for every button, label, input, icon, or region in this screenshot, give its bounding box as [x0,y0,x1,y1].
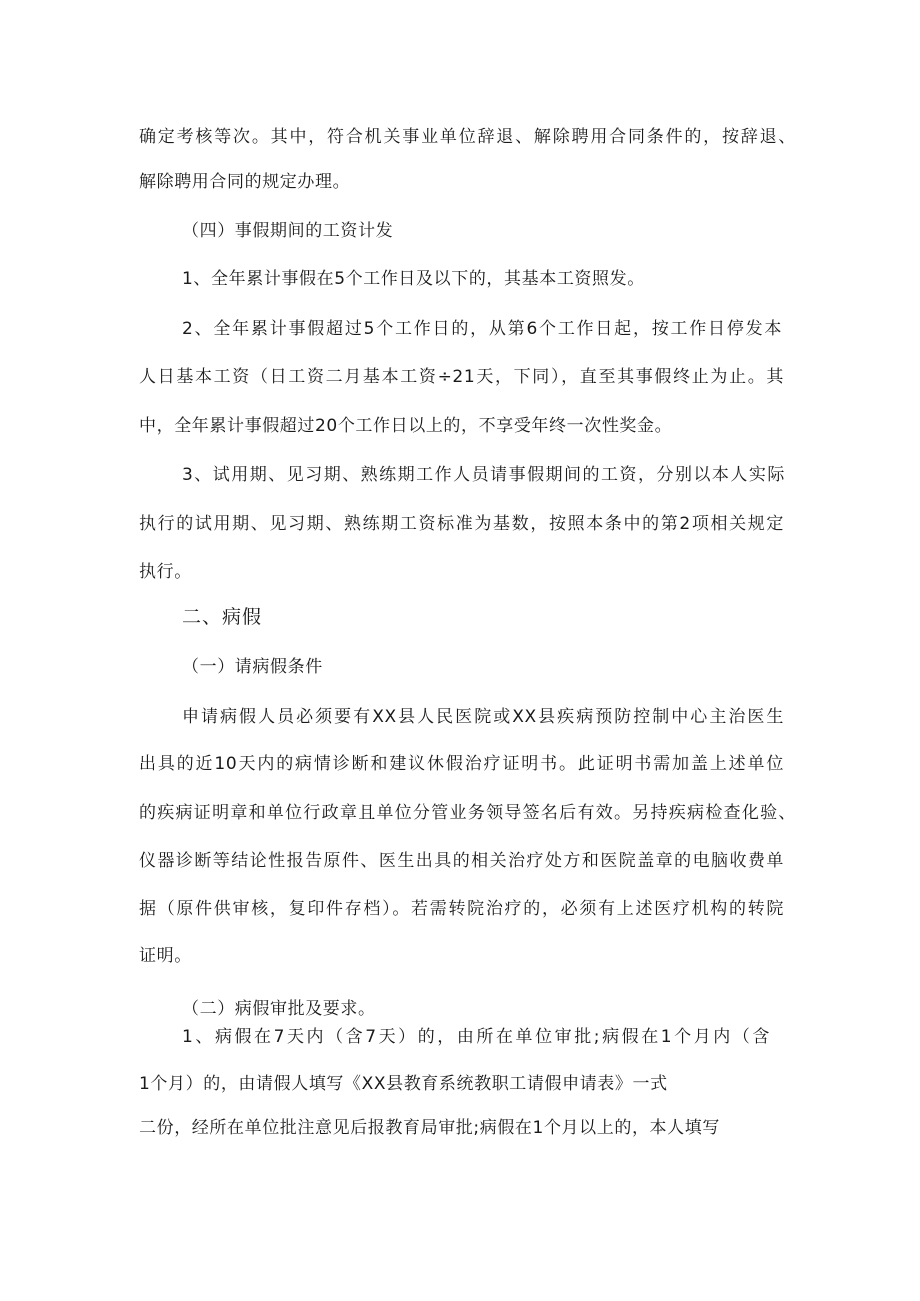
paragraph-line: 确定考核等次。其中，符合机关事业单位辞退、解除聘用合同条件的，按辞退、 [139,127,796,147]
paragraph-line: 二份，经所在单位批注意见后报教育局审批;病假在1个月以上的，本人填写 [139,1118,720,1138]
paragraph-line: 据（原件供审核，复印件存档）。若需转院治疗的，必须有上述医疗机构的转院 [139,899,784,919]
paragraph-line: 1个月）的，由请假人填写《XX县教育系统教职工请假申请表》一式 [139,1074,668,1094]
paragraph-line: 2、全年累计事假超过5个工作日的，从第6个工作日起，按工作日停发本 [182,319,782,339]
paragraph-line: 执行。 [139,562,192,582]
paragraph-line: 仪器诊断等结论性报告原件、医生出具的相关治疗处方和医院盖章的电脑收费单 [139,851,784,871]
paragraph-line: 中，全年累计事假超过20个工作日以上的，不享受年终一次性奖金。 [139,416,673,436]
paragraph-line: 1、全年累计事假在5个工作日及以下的，其基本工资照发。 [182,269,645,289]
section-heading: （四）事假期间的工资计发 [182,221,394,241]
paragraph-line: 出具的近10天内的病情诊断和建议休假治疗证明书。此证明书需加盖上述单位 [139,754,784,774]
chapter-heading: 二、病假 [182,606,263,628]
paragraph-line: 1、病假在7天内（含7天）的，由所在单位审批;病假在1个月内（含 [182,1027,770,1047]
section-heading: （二）病假审批及要求。 [182,999,376,1019]
paragraph-line: 执行的试用期、见习期、熟练期工资标准为基数，按照本条中的第2项相关规定 [139,514,784,534]
section-heading: （一）请病假条件 [182,657,323,677]
paragraph-line: 证明。 [139,946,192,966]
paragraph-line: 解除聘用合同的规定办理。 [139,172,351,192]
paragraph-line: 人日基本工资（日工资二月基本工资÷21天，下同），直至其事假终止为止。其 [139,367,784,387]
paragraph-line: 3、试用期、见习期、熟练期工作人员请事假期间的工资，分别以本人实际 [182,465,785,485]
paragraph-line: 的疾病证明章和单位行政章且单位分管业务领导签名后有效。另持疾病检查化验、 [139,803,796,823]
paragraph-line: 申请病假人员必须要有XX县人民医院或XX县疾病预防控制中心主治医生 [182,707,784,727]
